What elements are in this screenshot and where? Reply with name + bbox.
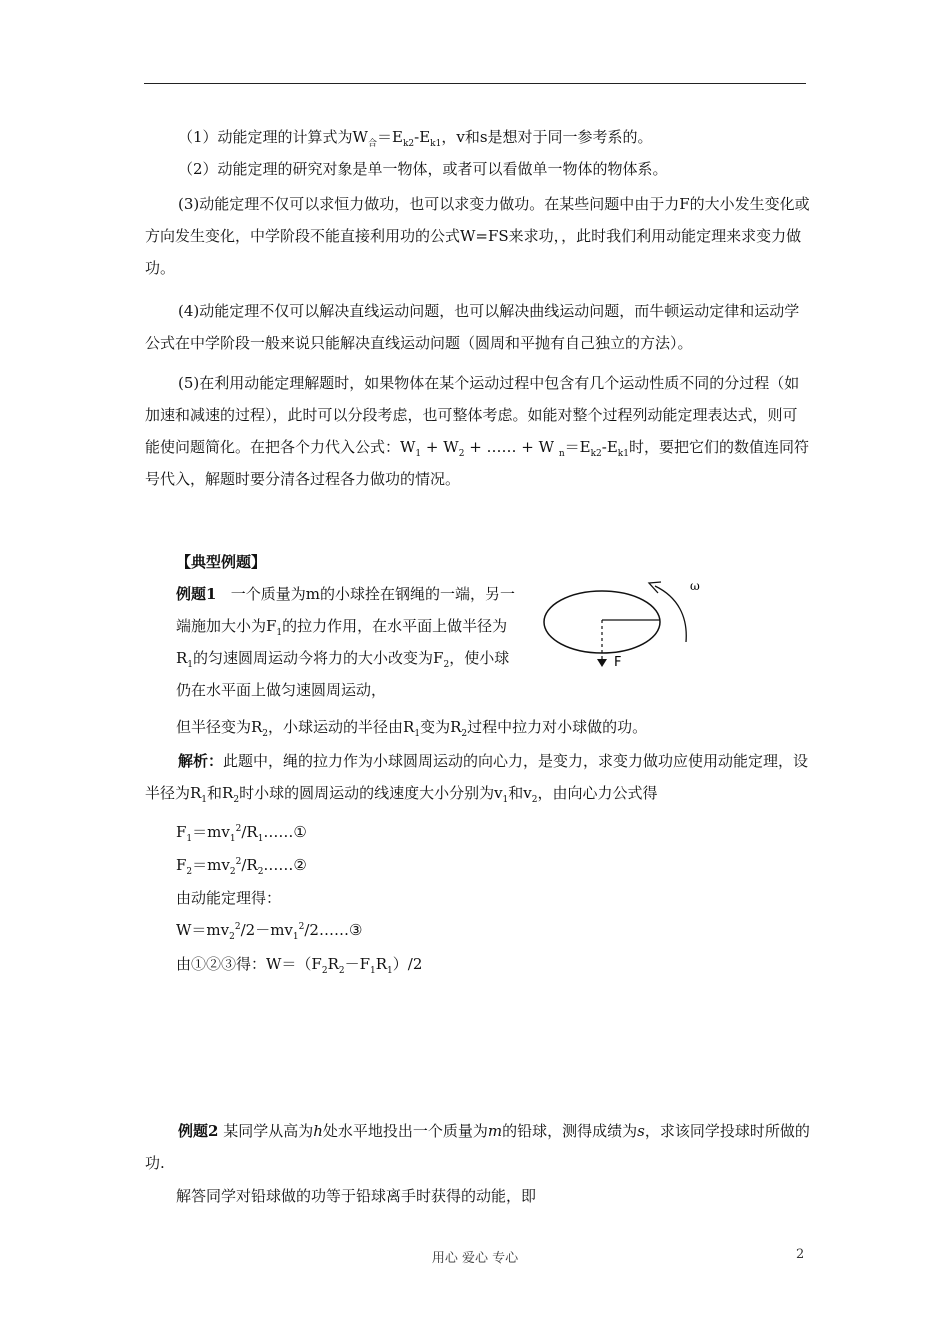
point-3: (3)动能定理不仅可以求恒力做功，也可以求变力做功。在某些问题中由于力F的大小发生变化或方向发生变化，中学阶段不能直接利用功的公式W=FS来求功，，此时我们利用动能定理来求变力做功。 — [145, 195, 810, 277]
point-5: (5)在利用动能定理解题时，如果物体在某个运动过程中包含有几个运动性质不同的分过程（如加速和减速的过程），此时可以分段考虑，也可整体考虑。如能对整个过程列动能定理表达式，则可能使问题简化。在把各个力代入公式：$W_1 + W_2$ + …… + W $_n=E_{k2}-E_{k1}$时，要把它们的数值连同符号代入，解题时要分清各过程各力做功的情况。 — [145, 374, 809, 488]
point-1: （1）动能定理的计算式为$W_合=E_{k2}-E_{k1}$，v和s是想对于同一参考系的。 — [178, 128, 653, 149]
point-2: （2）动能定理的研究对象是单一物体，或者可以看做单一物体的物体系。 — [178, 160, 668, 178]
equation-3: $W=mv_2^2/2-mv_1^2/2\dots\dots ③$ — [176, 921, 363, 942]
force-arrowhead — [597, 659, 607, 667]
solution-paragraph: 解析：此题中，绳的拉力作为小球圆周运动的向心力，是变力，求变力做功应使用动能定理，设半径为$R_1$和$R_2$时小球的圆周运动的线速度大小分别为$v_1$和$v_2$，由向心力公式得 — [145, 752, 809, 805]
example-1-last-line: 但半径变为$R_2$，小球运动的半径由$R_1$变为$R_2$过程中拉力对小球做的功。 — [176, 718, 648, 739]
omega-label: ω — [690, 579, 700, 593]
rotation-arc — [655, 586, 686, 642]
equation-2: $F_2=mv_2^2/R_2\dots\dots ②$ — [176, 856, 307, 877]
equation-1: $F_1=mv_1^2/R_1\dots\dots ①$ — [176, 823, 307, 844]
equation-4: 由①②③得：$W=(F_2R_2-F_1R_1)/2$ — [176, 955, 423, 976]
header-rule — [144, 83, 806, 84]
force-label: F — [614, 655, 622, 670]
example-2-text: 例题2 某同学从高为h处水平地投出一个质量为m的铅球，测得成绩为s，求该同学投球时所做的功. — [145, 1122, 810, 1172]
example-2-answer: 解答同学对铅球做的功等于铅球离手时获得的动能，即 — [176, 1187, 537, 1205]
equation-3-intro: 由动能定理得： — [176, 889, 282, 907]
point-4: (4)动能定理不仅可以解决直线运动问题，也可以解决曲线运动问题，而牛顿运动定律和运动学公式在中学阶段一般来说只能解决直线运动问题（圆周和平抛有自己独立的方法）。 — [145, 302, 800, 352]
page-number: 2 — [796, 1247, 805, 1262]
examples-heading: 【典型例题】 — [176, 553, 267, 571]
circular-motion-diagram — [540, 572, 740, 682]
footer-text: 用心 爱心 专心 — [431, 1251, 519, 1266]
example-1-text: 例题1 一个质量为m的小球拴在钢绳的一端，另一端施加大小为$F_1$的拉力作用，在水平面上做半径为$R_1$的匀速圆周运动今将力的大小改变为$F_2$，使小球仍在水平面上做匀速圆周运动， — [176, 585, 515, 699]
